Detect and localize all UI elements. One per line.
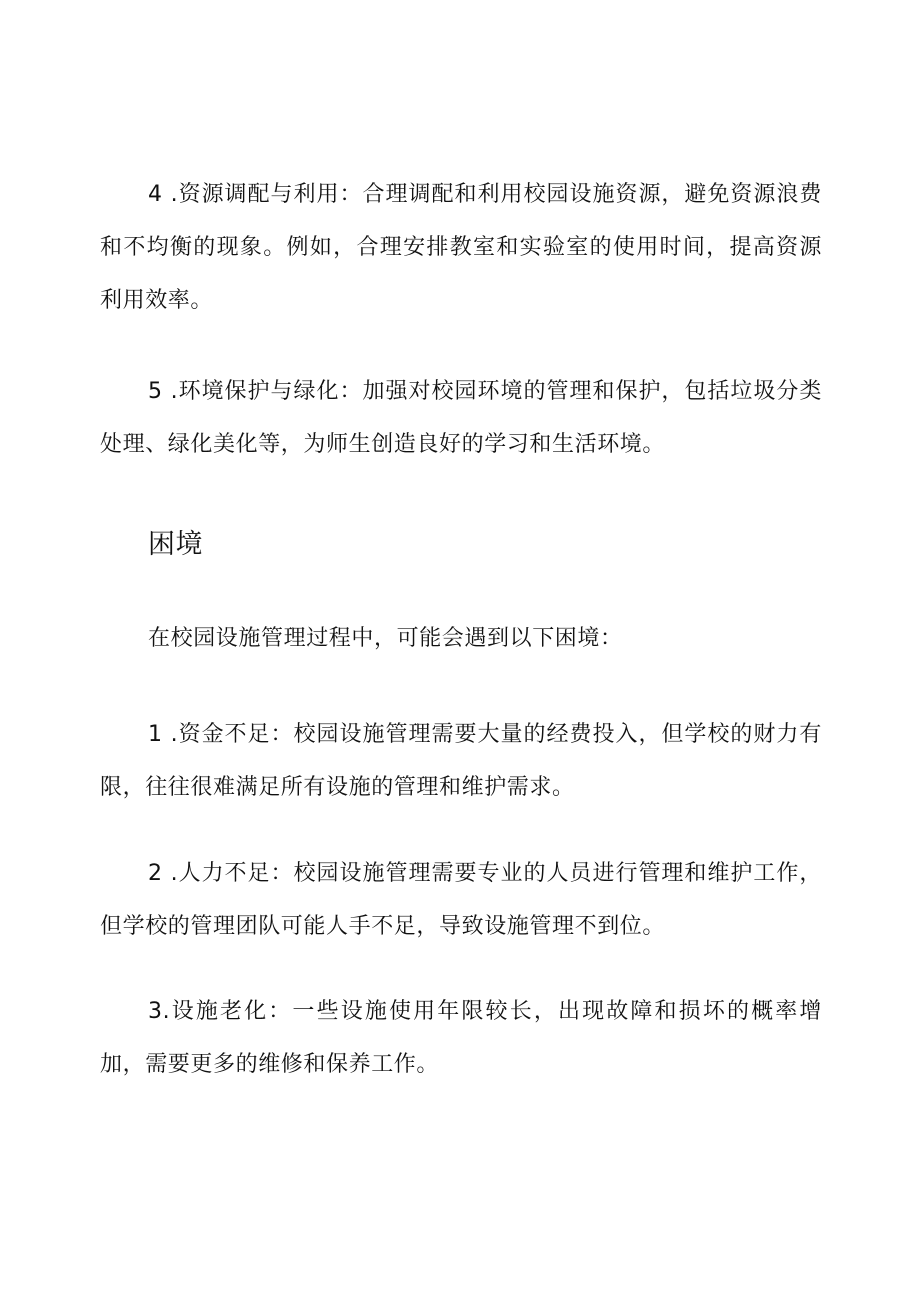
paragraph-resource-allocation: 4 .资源调配与利用：合理调配和利用校园设施资源，避免资源浪费和不均衡的现象。例如，合理安排教室和实验室的使用时间，提高资源利用效率。 xyxy=(100,182,822,313)
list-item-insufficient-funds: 1 .资金不足：校园设施管理需要大量的经费投入，但学校的财力有限，往往很难满足所有设施的管理和维护需求。 xyxy=(100,722,822,800)
list-item-insufficient-staff: 2 .人力不足：校园设施管理需要专业的人员进行管理和维护工作，但学校的管理团队可能人手不足，导致设施管理不到位。 xyxy=(100,861,822,939)
paragraph-dilemma-intro: 在校园设施管理过程中，可能会遇到以下困境： xyxy=(148,626,623,651)
section-heading-dilemma: 困境 xyxy=(148,529,203,560)
list-item-aging-facilities: 3.设施老化：一些设施使用年限较长，出现故障和损坏的概率增加，需要更多的维修和保养工作。 xyxy=(100,999,822,1077)
paragraph-environment-protection: 5 .环境保护与绿化：加强对校园环境的管理和保护，包括垃圾分类处理、绿化美化等，为师生创造良好的学习和生活环境。 xyxy=(100,379,822,457)
